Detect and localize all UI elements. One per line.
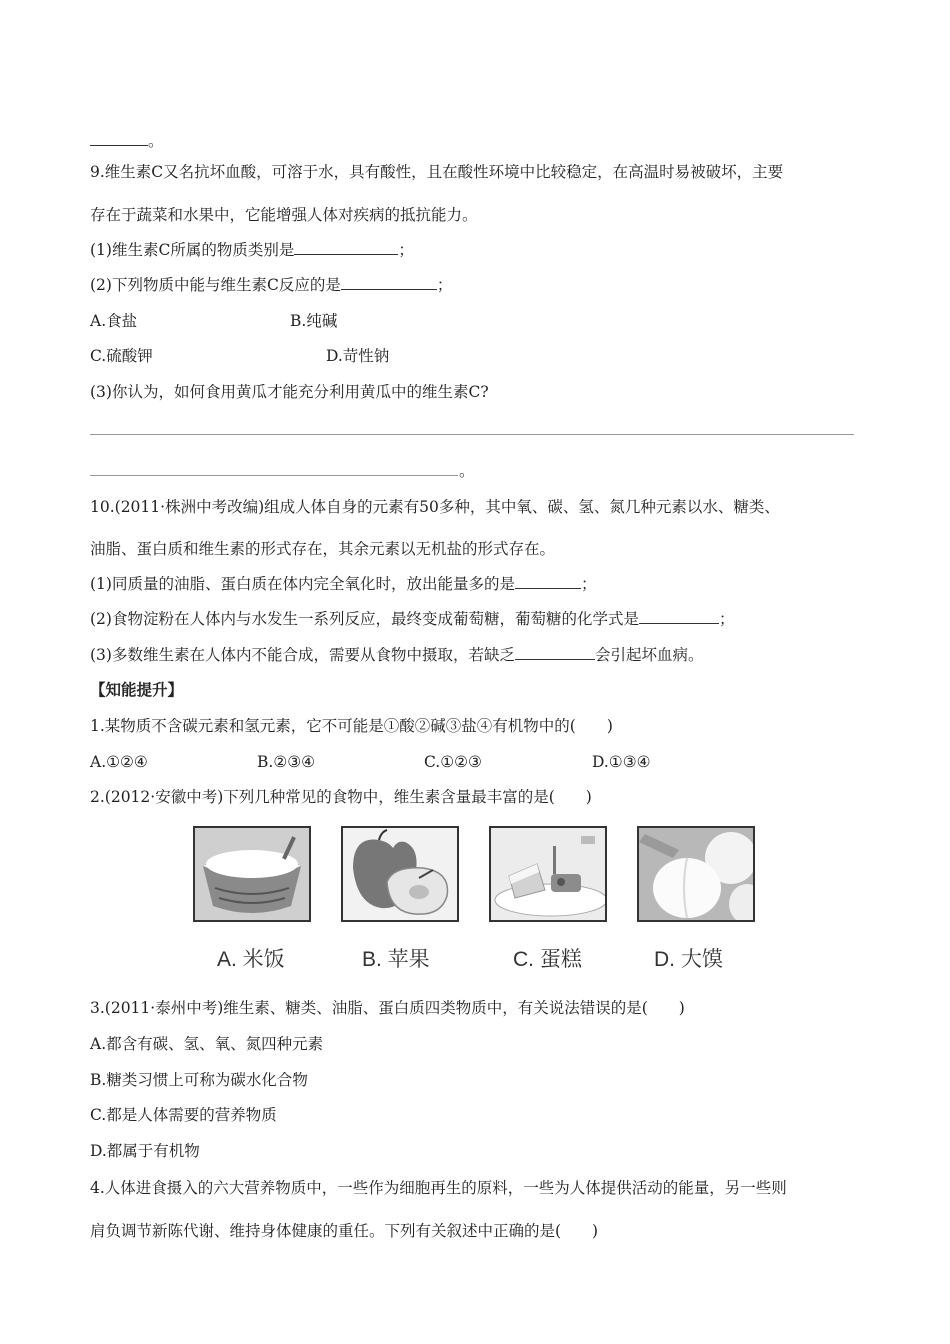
k1-option-b: B.②③④ bbox=[257, 753, 316, 771]
q10-stem-line2: 油脂、蛋白质和维生素的形式存在，其余元素以无机盐的形式存在。 bbox=[90, 540, 556, 558]
q10-sub3-blank[interactable] bbox=[515, 645, 595, 660]
k1-option-d: D.①③④ bbox=[592, 753, 651, 771]
k3-option-b: B.糖类习惯上可称为碳水化合物 bbox=[90, 1071, 308, 1089]
rice-image bbox=[193, 826, 311, 922]
q9-sub1 bbox=[90, 240, 414, 260]
q10-sub1-text: (1)同质量的油脂、蛋白质在体内完全氧化时，放出能量多的是 bbox=[90, 575, 515, 593]
caption-b: B. 苹果 bbox=[362, 948, 430, 971]
k1-option-a: A.①②④ bbox=[90, 753, 148, 771]
q10-sub3-text: (3)多数维生素在人体内不能合成，需要从食物中摄取，若缺乏 bbox=[90, 646, 515, 664]
caption-a: A. 米饭 bbox=[217, 948, 285, 971]
q10-sub1-end: ； bbox=[580, 575, 597, 593]
apple-image bbox=[341, 826, 459, 922]
steamed-bun-image bbox=[637, 826, 755, 922]
period: 。 bbox=[148, 132, 164, 150]
k2-stem: 2.(2012·安徽中考)下列几种常见的食物中，维生素含量最丰富的是( ) bbox=[90, 788, 592, 806]
q9-option-d: D.苛性钠 bbox=[326, 347, 390, 365]
q9-sub2-end: ； bbox=[436, 276, 453, 294]
q10-sub1-blank[interactable] bbox=[515, 574, 581, 589]
q9-answer-line1[interactable] bbox=[90, 434, 854, 435]
k3-option-c: C.都是人体需要的营养物质 bbox=[90, 1106, 277, 1124]
q9-option-c: C.硫酸钾 bbox=[90, 347, 153, 365]
k4-stem-line2: 肩负调节新陈代谢、维持身体健康的重任。下列有关叙述中正确的是( ) bbox=[90, 1222, 599, 1240]
q9-stem-line2: 存在于蔬菜和水果中，它能增强人体对疾病的抵抗能力。 bbox=[90, 206, 478, 224]
q10-sub2-blank[interactable] bbox=[639, 609, 719, 624]
q10-stem-line1: 10.(2011·株洲中考改编)组成人体自身的元素有50多种，其中氧、碳、氢、氮几种元素以水、糖类、 bbox=[90, 498, 780, 516]
k1-option-c: C.①②③ bbox=[424, 753, 482, 771]
q9-stem-line1: 9.维生素C又名抗坏血酸，可溶于水，具有酸性，且在酸性环境中比较稳定，在高温时易被破坏，主要 bbox=[90, 163, 784, 181]
q9-sub1-text: (1)维生素C所属的物质类别是 bbox=[90, 241, 295, 259]
q10-sub2 bbox=[90, 609, 734, 629]
caption-c: C. 蛋糕 bbox=[513, 948, 582, 971]
q10-sub2-end: ； bbox=[718, 610, 735, 628]
q9-answer-line2[interactable] bbox=[90, 475, 458, 476]
q10-sub2-text: (2)食物淀粉在人体内与水发生一系列反应，最终变成葡萄糖，葡萄糖的化学式是 bbox=[90, 610, 639, 628]
q9-sub1-blank[interactable] bbox=[294, 240, 398, 255]
k1-stem: 1.某物质不含碳元素和氢元素，它不可能是①酸②碱③盐④有机物中的( ) bbox=[90, 717, 613, 735]
cake-image bbox=[489, 826, 607, 922]
q9-option-a: A.食盐 bbox=[90, 312, 138, 330]
caption-d: D. 大馍 bbox=[654, 948, 723, 971]
k3-stem: 3.(2011·泰州中考)维生素、糖类、油脂、蛋白质四类物质中，有关说法错误的是( ) bbox=[90, 999, 685, 1017]
q9-sub2-blank[interactable] bbox=[341, 275, 437, 290]
carryover-answer-line bbox=[90, 131, 164, 151]
q9-sub3: (3)你认为，如何食用黄瓜才能充分利用黄瓜中的维生素C? bbox=[90, 383, 489, 401]
q9-sub2 bbox=[90, 275, 452, 295]
q9-sub1-end: ； bbox=[398, 241, 414, 259]
q10-sub3-end: 会引起坏血病。 bbox=[594, 646, 704, 664]
k3-option-d: D.都属于有机物 bbox=[90, 1142, 200, 1160]
section-title: 【知能提升】 bbox=[90, 680, 184, 699]
q9-sub2-text: (2)下列物质中能与维生素C反应的是 bbox=[90, 276, 341, 294]
k3-option-a: A.都含有碳、氢、氧、氮四种元素 bbox=[90, 1035, 324, 1053]
k4-stem-line1: 4.人体进食摄入的六大营养物质中，一些作为细胞再生的原料，一些为人体提供活动的能量，另一些则 bbox=[90, 1179, 787, 1197]
q9-option-b: B.纯碱 bbox=[290, 312, 338, 330]
q9-answer-period: 。 bbox=[459, 462, 475, 480]
q10-sub1 bbox=[90, 574, 596, 594]
answer-blank[interactable] bbox=[90, 131, 148, 146]
q10-sub3 bbox=[90, 645, 703, 665]
